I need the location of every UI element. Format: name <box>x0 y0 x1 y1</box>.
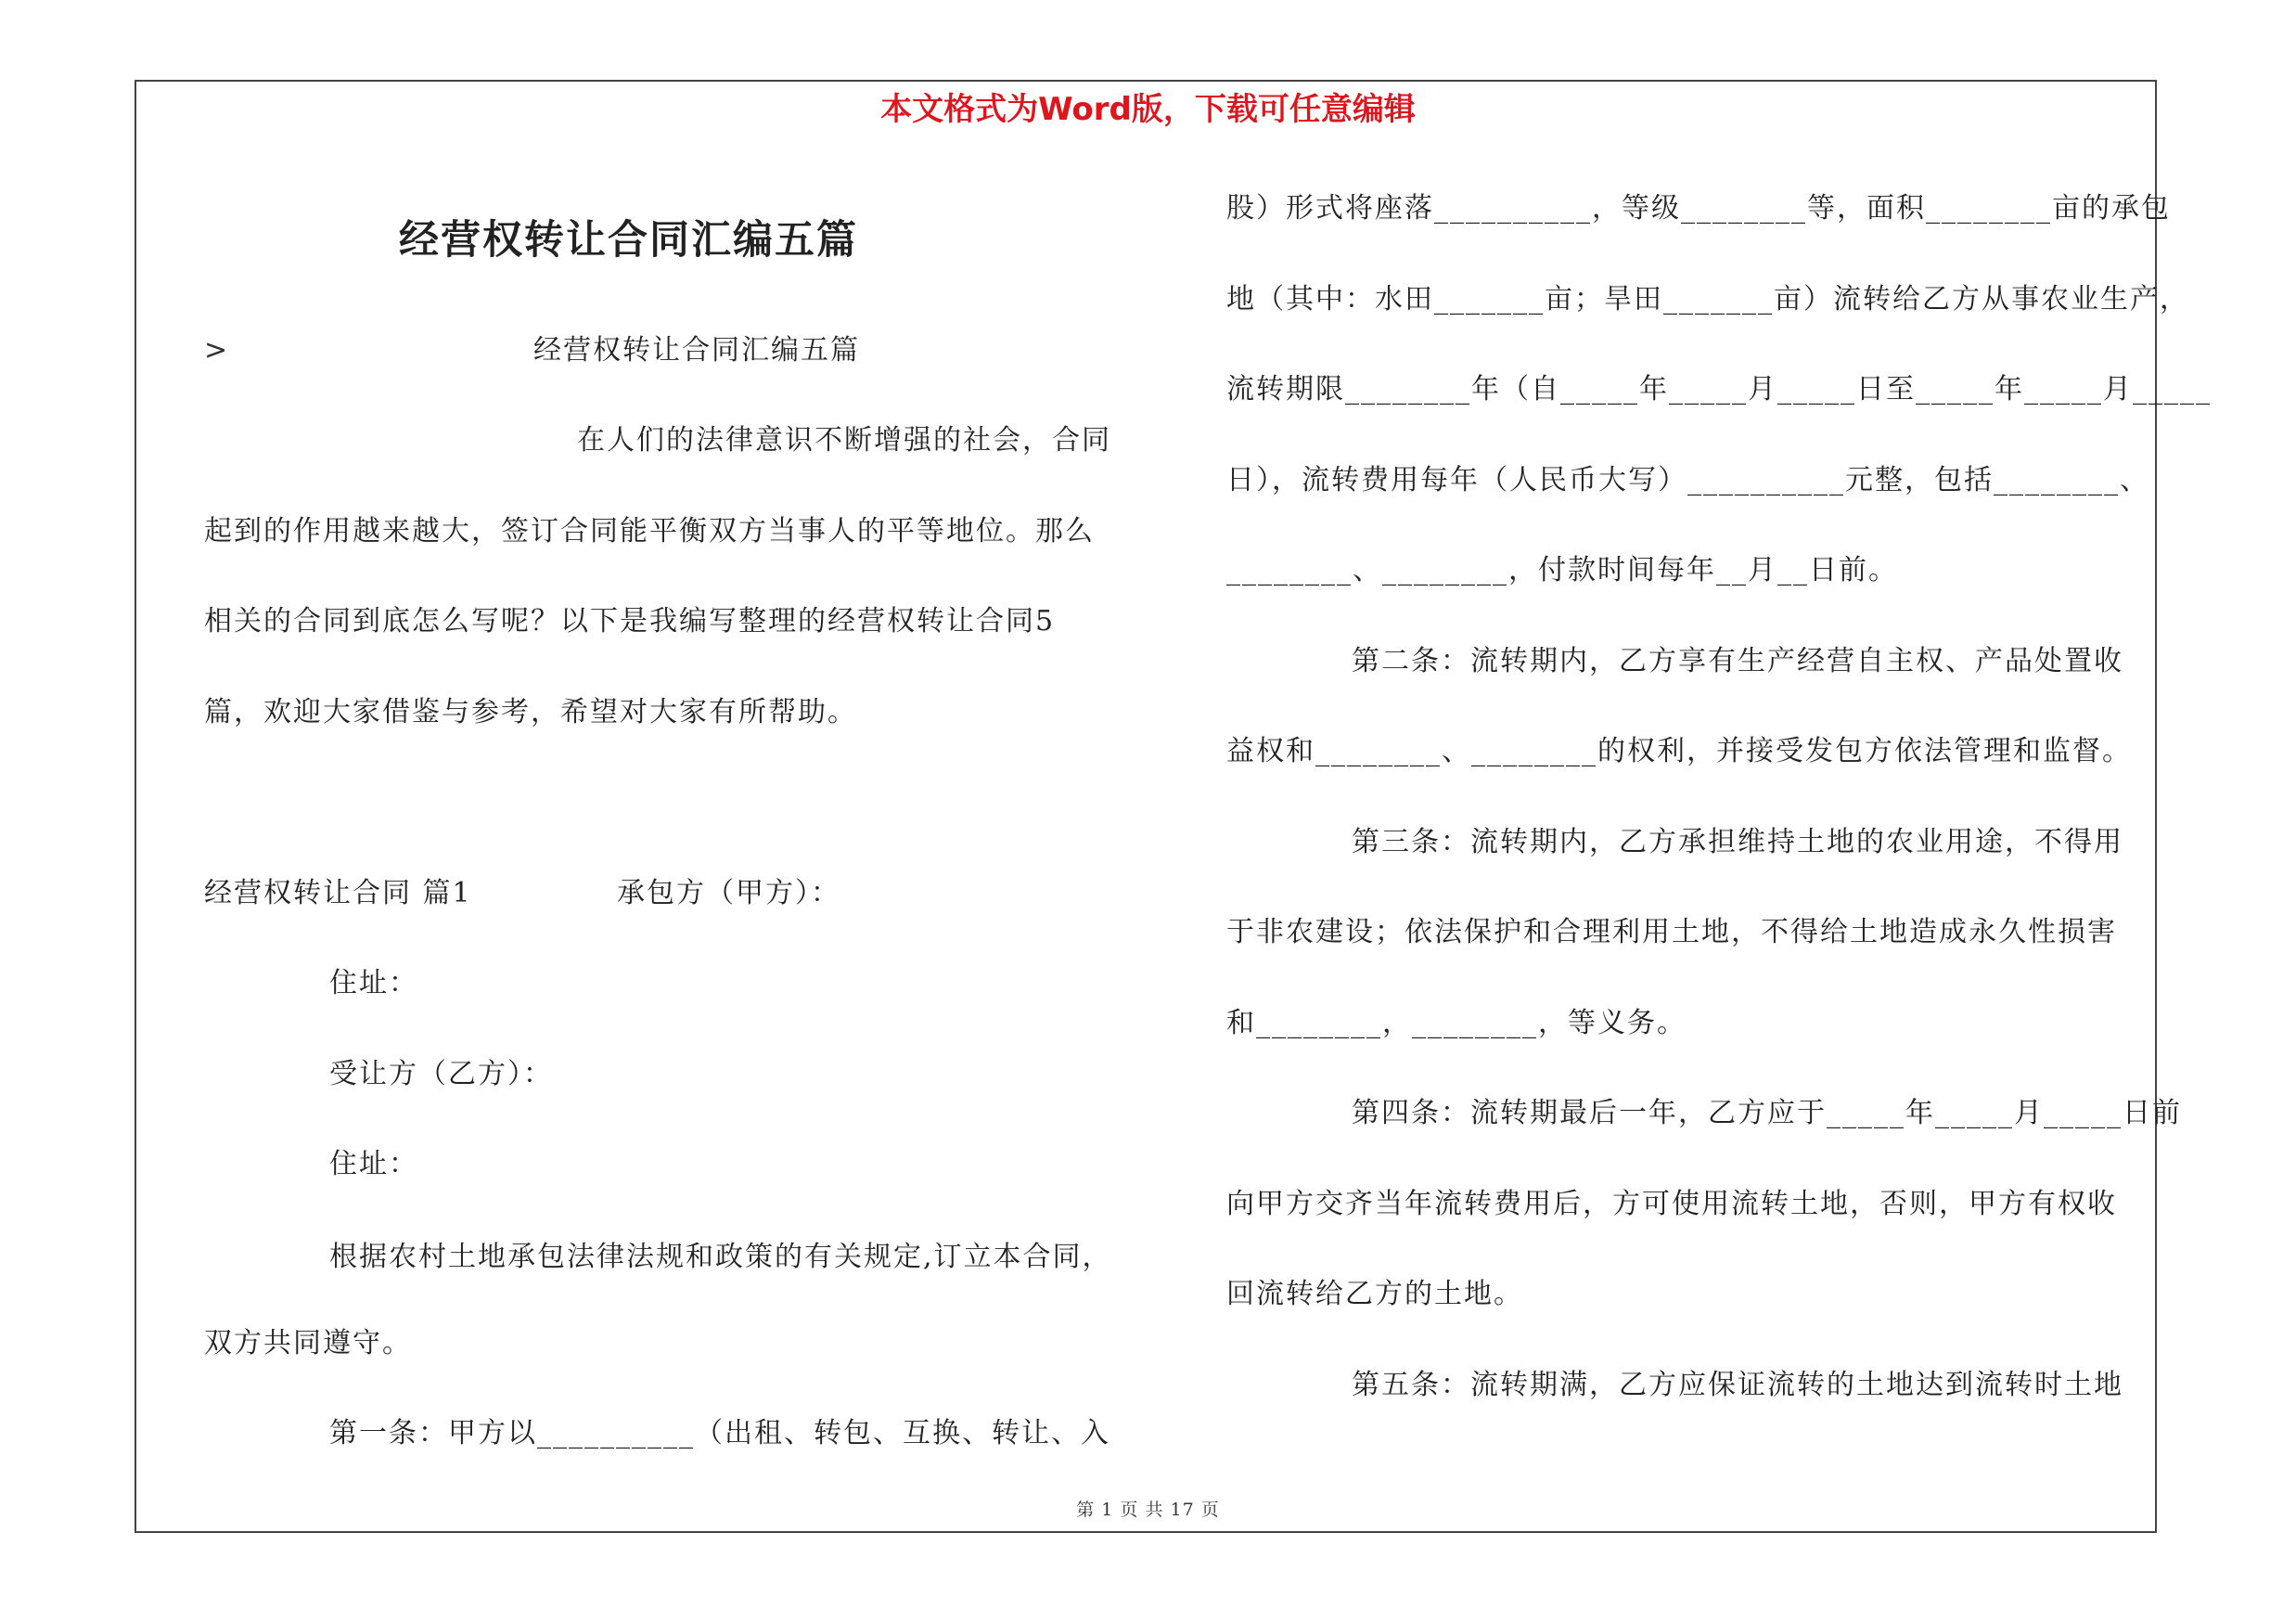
article-2-line-1: 第二条：流转期内，乙方享有生产经营自主权、产品处置收 <box>1352 645 2123 677</box>
article-3-line-2: 于非农建设；依法保护和合理利用土地，不得给土地造成永久性损害 <box>1226 916 2117 948</box>
preamble-line-2: 双方共同遵守。 <box>204 1327 412 1359</box>
party-b-address: 住址： <box>329 1148 418 1180</box>
party-a-address: 住址： <box>329 967 418 999</box>
word-format-banner: 本文格式为Word版，下载可任意编辑 <box>880 91 1416 128</box>
page-number-footer: 第 1 页 共 17 页 <box>1076 1500 1220 1520</box>
right-line-2: 地（其中：水田_______亩；旱田_______亩）流转给乙方从事农业生产， <box>1226 283 2189 316</box>
party-a-label: 承包方（甲方）： <box>617 877 840 909</box>
intro-line-3: 相关的合同到底怎么写呢？以下是我编写整理的经营权转让合同5 <box>204 605 1056 638</box>
article-1-line-1: 第一条：甲方以__________（出租、转包、互换、转让、入 <box>329 1417 1110 1449</box>
document-title: 经营权转让合同汇编五篇 <box>399 217 858 264</box>
intro-line-4: 篇，欢迎大家借鉴与参考，希望对大家有所帮助。 <box>204 696 857 728</box>
section-heading: 经营权转让合同 篇1 <box>204 877 472 909</box>
right-line-1: 股）形式将座落__________，等级________等，面积________亩的承包 <box>1226 192 2171 225</box>
party-b-label: 受让方（乙方）： <box>329 1058 553 1090</box>
right-line-3: 流转期限________年（自_____年_____月_____日至_____年_____月_____ <box>1226 373 2212 406</box>
article-4-line-1: 第四条：流转期最后一年，乙方应于_____年_____月_____日前 <box>1352 1097 2182 1129</box>
right-line-5: ________、________，付款时间每年__月__日前。 <box>1226 554 1898 586</box>
article-4-line-2: 向甲方交齐当年流转费用后，方可使用流转土地，否则，甲方有权收 <box>1226 1188 2117 1220</box>
article-3-line-3: 和________，________，等义务。 <box>1226 1007 1687 1039</box>
article-2-line-2: 益权和________、________的权利，并接受发包方依法管理和监督。 <box>1226 735 2132 767</box>
intro-line-2: 起到的作用越来越大，签订合同能平衡双方当事人的平等地位。那么 <box>204 515 1095 547</box>
subtitle: 经营权转让合同汇编五篇 <box>533 334 860 367</box>
intro-line-1: 在人们的法律意识不断增强的社会，合同 <box>577 424 1111 457</box>
preamble-line-1: 根据农村土地承包法律法规和政策的有关规定,订立本合同， <box>329 1241 1112 1273</box>
article-5-line-1: 第五条：流转期满，乙方应保证流转的土地达到流转时土地 <box>1352 1369 2123 1401</box>
article-4-line-3: 回流转给乙方的土地。 <box>1226 1278 1523 1310</box>
chevron-right-icon: > <box>204 334 228 367</box>
right-line-4: 日），流转费用每年（人民币大写）__________元整，包括________、 <box>1226 464 2149 496</box>
article-3-line-1: 第三条：流转期内，乙方承担维持土地的农业用途，不得用 <box>1352 826 2123 858</box>
